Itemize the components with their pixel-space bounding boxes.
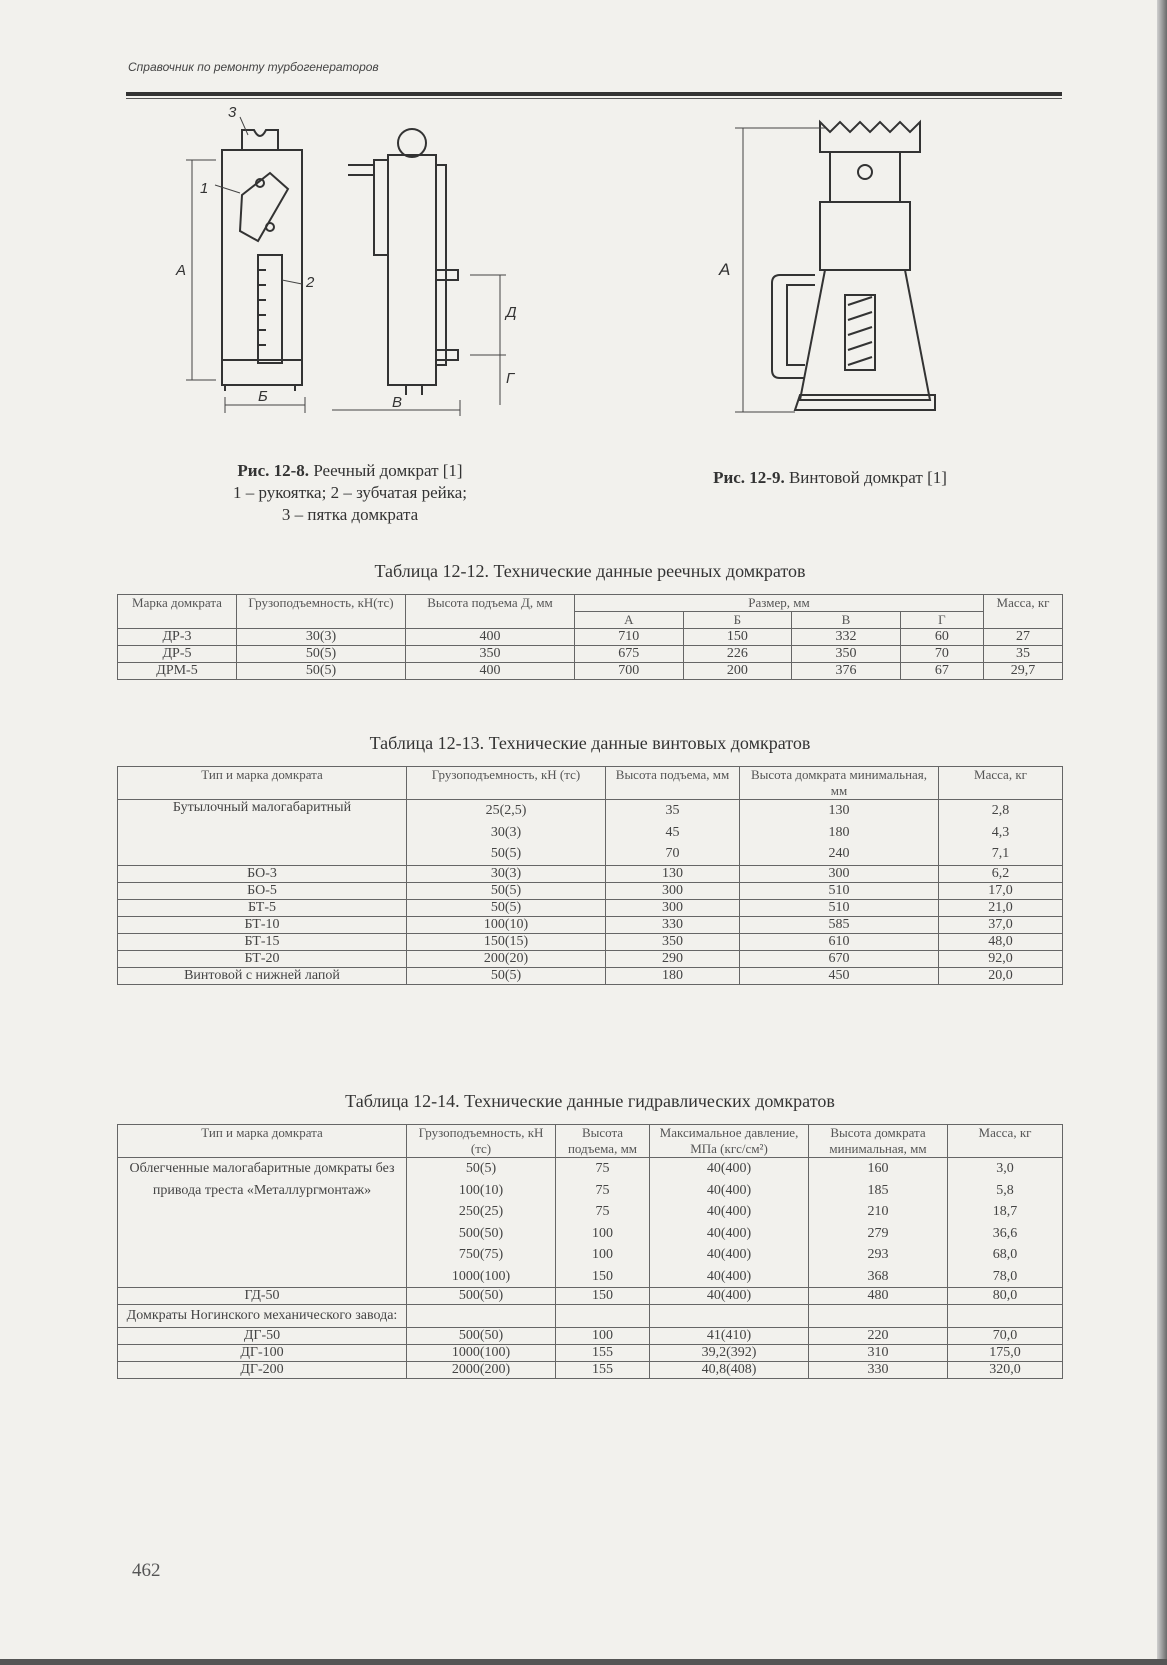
table-row [118,916,1063,933]
cell: 48,0 [939,933,1063,950]
cell: 300 [740,865,939,882]
cell: БТ-10 [118,916,407,933]
cell: 290 [606,950,740,967]
cell: 150 [556,1288,650,1305]
fig2-title: Винтовой домкрат [1] [788,468,947,487]
cell: Домкраты Ногинского механического завода: [118,1305,407,1328]
th-b: Б [683,612,792,629]
th-size: Размер, мм [575,595,984,612]
cell: 332 [792,629,901,646]
rack-jack-figure [170,105,550,455]
cell: 400 [406,663,575,680]
label-B: Б [258,388,268,405]
cell: 610 [740,933,939,950]
cell: 330 [606,916,740,933]
cell: 130 [606,865,740,882]
cell: 100 [556,1328,650,1345]
table-12-13-title: Таблица 12-13. Технические данные винтовых домкратов [369,733,811,753]
th-minh: Высота домкрата минимальная, мм [740,767,939,800]
fig2-caption [650,467,1010,489]
cell: 50(5) [237,646,406,663]
cell: БО-3 [118,865,407,882]
cell: ДР-5 [118,646,237,663]
cell: 226 [683,646,792,663]
th-capacity: Грузоподъемность, кН (тс) [407,767,606,800]
label-D: Д [506,304,517,321]
cell: БТ-20 [118,950,407,967]
cell: 150 [683,629,792,646]
cell: 70,0 [948,1328,1063,1345]
th-a: А [575,612,684,629]
table-row [118,1288,1063,1305]
fig1-number: Рис. 12-8. [237,461,310,480]
cell: Бутылочный малогабаритный [118,800,407,866]
cell: Облегченные малогабаритные домкраты без привода треста «Металлургмонтаж» [118,1158,407,1288]
cell: 35 45 70 [606,800,740,866]
cell: 320,0 [948,1362,1063,1379]
cell: ДГ-200 [118,1362,407,1379]
table-12-12 [117,594,1063,680]
fig1-title: Реечный домкрат [1] [313,461,463,480]
cell: 310 [809,1345,948,1362]
cell: 41(410) [650,1328,809,1345]
cell: ДГ-50 [118,1328,407,1345]
label-3: 3 [228,105,237,121]
cell: 180 [606,967,740,984]
label-1: 1 [200,180,209,197]
cell: 175,0 [948,1345,1063,1362]
th-capacity: Грузоподъемность, кН (тс) [407,1125,556,1158]
label-G: Г [506,370,515,387]
table-row-group [118,800,1063,866]
header-rule [126,92,1062,96]
cell: 350 [792,646,901,663]
fig1-legend-line1: 1 – рукоятка; 2 – зубчатая рейка; [232,483,468,502]
cell: 510 [740,899,939,916]
cell: 200(20) [407,950,606,967]
cell: 160 185 210 279 293 368 [809,1158,948,1288]
th-type: Тип и марка домкрата [118,1125,407,1158]
cell: 50(5) [407,882,606,899]
table-12-14-title: Таблица 12-14. Технические данные гидравлических домкратов [345,1091,835,1111]
th-mass: Масса, кг [948,1125,1063,1158]
table-row [118,1345,1063,1362]
cell: 155 [556,1345,650,1362]
th-mass: Масса, кг [939,767,1063,800]
cell: 2,8 4,3 7,1 [939,800,1063,866]
page-number: 462 [132,1560,161,1581]
header-rule-thin [126,98,1062,99]
cell: 27 [984,629,1063,646]
cell: 500(50) [407,1328,556,1345]
page-bottom-shadow [0,1659,1167,1665]
cell: ДГ-100 [118,1345,407,1362]
cell: 25(2,5) 30(3) 50(5) [407,800,606,866]
cell: 450 [740,967,939,984]
cell: 50(5) [407,967,606,984]
cell: 50(5) [407,899,606,916]
table-row [118,899,1063,916]
cell: 80,0 [948,1288,1063,1305]
cell: 400 [406,629,575,646]
label-2: 2 [306,274,315,291]
screw-jack-figure [705,110,975,450]
cell: 35 [984,646,1063,663]
cell: 100(10) [407,916,606,933]
cell: 500(50) [407,1288,556,1305]
cell: 585 [740,916,939,933]
th-mass: Масса, кг [984,595,1063,629]
th-type: Тип и марка домкрата [118,767,407,800]
cell: БТ-15 [118,933,407,950]
table-row-group [118,1158,1063,1288]
cell: ДР-3 [118,629,237,646]
cell: Винтовой с нижней лапой [118,967,407,984]
table-row [118,865,1063,882]
cell: БТ-5 [118,899,407,916]
cell: 39,2(392) [650,1345,809,1362]
cell: 67 [900,663,983,680]
th-lift: Высота подъема, мм [606,767,740,800]
table-row [118,882,1063,899]
th-v: В [792,612,901,629]
cell: 40(400) [650,1288,809,1305]
cell: 29,7 [984,663,1063,680]
cell: 1000(100) [407,1345,556,1362]
table-row-subgroup [118,1305,1063,1328]
table-row [118,933,1063,950]
table-row [118,950,1063,967]
label-A: А [719,260,731,279]
cell: ГД-50 [118,1288,407,1305]
fig1-legend-line2: 3 – пятка домкрата [281,505,419,524]
page-edge-shadow [1157,0,1167,1665]
table-row [118,663,1063,680]
th-g: Г [900,612,983,629]
th-minh: Высота домкрата минимальная, мм [809,1125,948,1158]
table-12-12-title: Таблица 12-12. Технические данные реечных домкратов [374,561,806,581]
cell: 2000(200) [407,1362,556,1379]
table-row [118,1362,1063,1379]
cell: 50(5) 100(10) 250(25) 500(50) 750(75) 1000(100) [407,1158,556,1288]
cell: 70 [900,646,983,663]
cell: 6,2 [939,865,1063,882]
cell: 60 [900,629,983,646]
cell: 700 [575,663,684,680]
cell: ДРМ-5 [118,663,237,680]
cell: 300 [606,882,740,899]
cell: 350 [406,646,575,663]
running-head: Справочник по ремонту турбогенераторов [128,60,379,74]
table-12-13 [117,766,1063,985]
cell: 510 [740,882,939,899]
th-capacity: Грузоподъемность, кН(тс) [237,595,406,629]
cell: 376 [792,663,901,680]
cell: 17,0 [939,882,1063,899]
cell: 480 [809,1288,948,1305]
table-row [118,967,1063,984]
cell: 3,0 5,8 18,7 36,6 68,0 78,0 [948,1158,1063,1288]
table-12-14 [117,1124,1063,1379]
cell: 40,8(408) [650,1362,809,1379]
table-row [118,1328,1063,1345]
cell: 710 [575,629,684,646]
cell: 92,0 [939,950,1063,967]
th-lift: Высота подъема, мм [556,1125,650,1158]
cell: 220 [809,1328,948,1345]
table-row [118,629,1063,646]
cell: 200 [683,663,792,680]
cell: 37,0 [939,916,1063,933]
cell: 75 75 75 100 100 150 [556,1158,650,1288]
cell: 50(5) [237,663,406,680]
cell: 150(15) [407,933,606,950]
cell: БО-5 [118,882,407,899]
cell: 130 180 240 [740,800,939,866]
cell: 300 [606,899,740,916]
th-height: Высота подъема Д, мм [406,595,575,629]
cell: 20,0 [939,967,1063,984]
fig2-number: Рис. 12-9. [713,468,785,487]
th-pressure: Максимальное давление, МПа (кгс/см²) [650,1125,809,1158]
cell: 155 [556,1362,650,1379]
cell: 330 [809,1362,948,1379]
cell: 30(3) [407,865,606,882]
label-A: А [176,262,187,279]
cell: 670 [740,950,939,967]
cell: 350 [606,933,740,950]
label-V: В [392,394,403,411]
th-brand: Марка домкрата [118,595,237,629]
cell: 675 [575,646,684,663]
fig1-caption [170,460,530,526]
cell: 21,0 [939,899,1063,916]
cell: 30(3) [237,629,406,646]
table-row [118,646,1063,663]
cell: 40(400) 40(400) 40(400) 40(400) 40(400) 40(400) [650,1158,809,1288]
